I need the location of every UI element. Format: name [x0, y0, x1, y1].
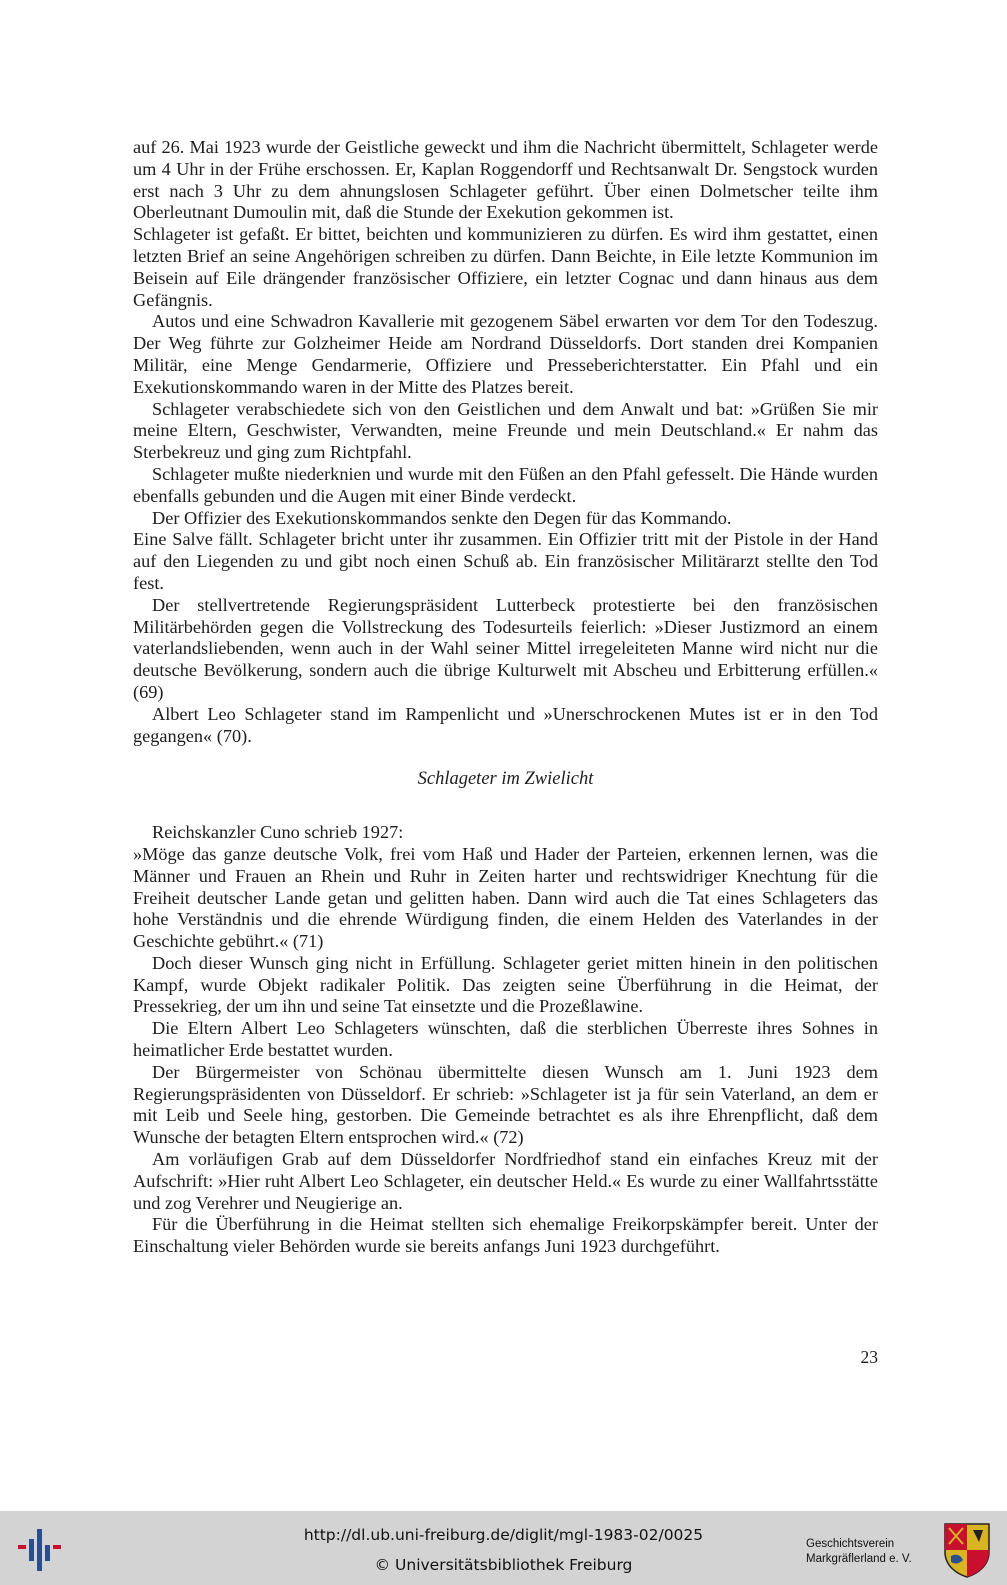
paragraph: Schlageter mußte niederknien und wurde mit den Füßen an den Pfahl gefesselt. Die Hände wurden ebenfalls gebunden und die Augen mit einer Binde verdeckt. — [133, 463, 878, 506]
paragraph: Schlageter ist gefaßt. Er bittet, beichten und kommunizieren zu dürfen. Es wird ihm gestattet, einen letzten Brief an seine Angehörigen schreiben zu dürfen. Dann Beichte, in Eile letzte Kommunion im Beisein auf Eile drängender französischer Offiziere, ein letzter Cognac und dann hinaus aus dem Gefängnis. — [133, 224, 878, 310]
paragraph: Reichskanzler Cuno schrieb 1927: — [152, 822, 404, 843]
paragraph: Albert Leo Schlageter stand im Rampenlicht und »Unerschrockenen Mutes ist er in den Tod gegangen« (70). — [133, 703, 878, 746]
paragraph: Autos und eine Schwadron Kavallerie mit gezogenem Säbel erwarten vor dem Tor den Todeszug. Der Weg führte zur Golzheimer Heide am Nordrand Düsseldorfs. Dort standen drei Kompanien Militär, eine Menge Gendarmerie, Offiziere und Presseberichterstatter. Ein Pfahl und ein Exekutionskommando waren in der Mitte des Platzes bereit. — [133, 311, 878, 397]
paragraph: Doch dieser Wunsch ging nicht in Erfüllung. Schlageter geriet mitten hinein in den politischen Kampf, wurde Objekt radikaler Politik. Das zeigten seine Überführung in die Heimat, der Pressekrieg, der um ihn und seine Tat einsetzte und die Prozeßlawine. — [133, 952, 878, 1017]
paragraph: Der Offizier des Exekutionskommandos senkte den Degen für das Kommando. — [152, 507, 732, 528]
paragraph: Die Eltern Albert Leo Schlageters wünschten, daß die sterblichen Überreste ihres Sohnes in heimatlicher Erde bestattet wurden. — [133, 1018, 878, 1061]
footer-bar — [0, 1511, 1007, 1585]
page-number: 23 — [860, 1347, 878, 1367]
paragraph: Der Bürgermeister von Schönau übermittelte diesen Wunsch am 1. Juni 1923 dem Regierungspräsidenten von Düsseldorf. Er schrieb: »Schlageter ist ja für sein Vaterland, an dem er mit Leib und Seele hing, gestorben. Die Gemeinde betrachtet es als ihre Ehrenpflicht, daß dem Wunsche der betagten Eltern entsprochen wird.« (72) — [133, 1061, 878, 1148]
section-heading: Schlageter im Zwielicht — [417, 769, 594, 790]
society-name — [806, 1537, 936, 1567]
paragraph: Der stellvertretende Regierungspräsident Lutterbeck protestierte bei den französischen Militärbehörden gegen die Vollstreckung des Todesurteils feierlich: »Dieser Justizmord an einem vaterlandsliebenden, wenn auch in der Wahl seiner Mittel irregeleiteten Manne wird nicht nur die deutsche Bevölkerung, sondern auch die übrige Kulturwelt mit Abscheu und Erbitterung erfüllen.« (69) — [133, 594, 878, 702]
paragraph: Am vorläufigen Grab auf dem Düsseldorfer Nordfriedhof stand ein einfaches Kreuz mit der Aufschrift: »Hier ruht Albert Leo Schlageter, ein deutscher Held.« Es wurde zu einer Wallfahrtsstätte und zog Verehrer und Neugierige an. — [133, 1149, 878, 1213]
paragraph: Für die Überführung in die Heimat stellten sich ehemalige Freikorpskämpfer bereit. Unter der Einschaltung vieler Behörden wurde sie bereits anfangs Juni 1923 durchgeführt. — [133, 1214, 878, 1257]
paragraph: Eine Salve fällt. Schlageter bricht unter ihr zusammen. Ein Offizier tritt mit der Pistole in der Hand auf den Liegenden zu und gibt noch einen Schuß ab. Ein französischer Militärarzt stellte den Tod fest. — [133, 529, 878, 593]
paragraph: auf 26. Mai 1923 wurde der Geistliche geweckt und ihm die Nachricht übermittelt, Schlageter werde um 4 Uhr in der Frühe erschossen. Er, Kaplan Roggendorff und Rechtsanwalt Dr. Sengstock wurden erst nach 3 Uhr zu dem ahnungslosen Schlageter geführt. Über einen Dolmetscher teilte ihm Oberleutnant Dumoulin mit, daß die Stunde der Exekution gekommen ist. — [133, 137, 878, 223]
coat-of-arms-icon — [943, 1522, 991, 1578]
page-body — [133, 137, 878, 1258]
copyright-text: © Universitätsbibliothek Freiburg — [374, 1556, 633, 1574]
society-line: Markgräflerland e. V. — [806, 1553, 912, 1565]
source-url-link[interactable]: http://dl.ub.uni-freiburg.de/diglit/mgl-1983-02/0025 — [303, 1526, 704, 1544]
society-line: Geschichtsverein — [806, 1538, 895, 1550]
paragraph: »Möge das ganze deutsche Volk, frei vom Haß und Hader der Parteien, erkennen lernen, was die Männer und Frauen an Rhein und Ruhr in Zeiten harter und rechtswidriger Knechtung für die Freiheit deutscher Lande getan und gelitten haben. Dann wird auch die Tat eines Schlageters das hohe Verständnis und die ehrende Würdigung finden, die einem Helden des Vaterlandes in der Geschichte gebührt.« (71) — [133, 843, 878, 952]
paragraph: Schlageter verabschiedete sich von den Geistlichen und dem Anwalt und bat: »Grüßen Sie mir meine Eltern, Geschwister, Verwandten, meine Freunde und mein Deutschland.« Er nahm das Sterbekreuz und ging zum Richtpfahl. — [133, 398, 878, 463]
